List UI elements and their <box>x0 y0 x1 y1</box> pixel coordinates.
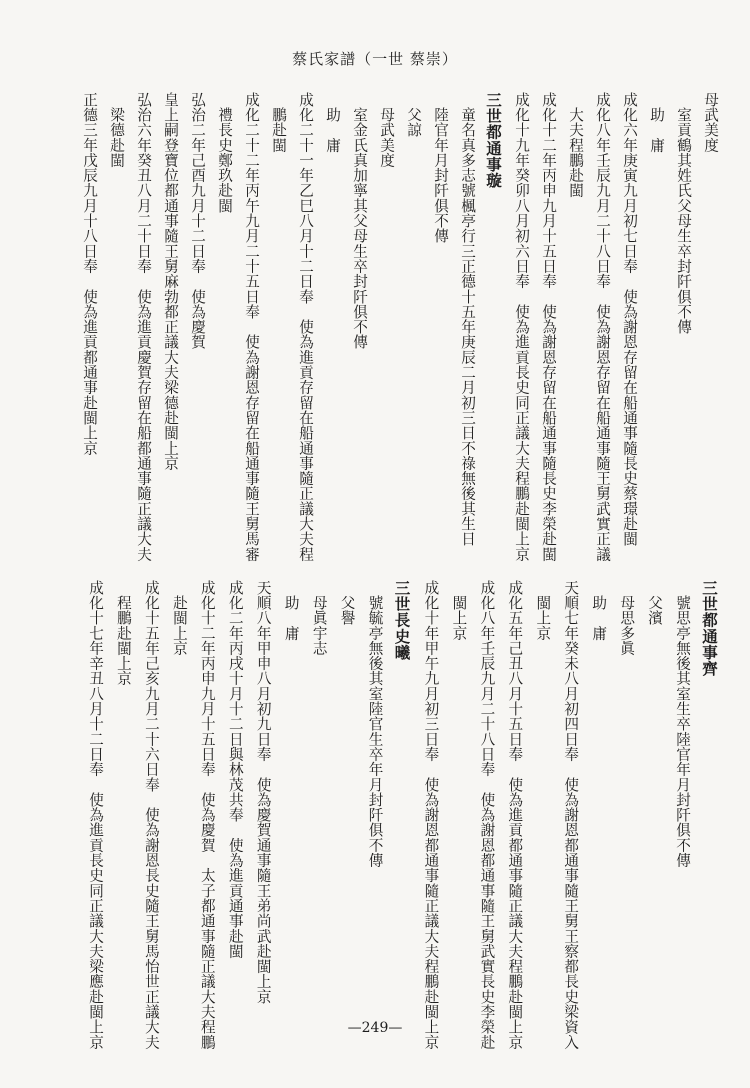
text-column: 母思多眞 <box>618 580 636 656</box>
genealogy-entry-heading: 三世長史曦 <box>392 580 412 661</box>
text-column: 閩上京 <box>534 580 552 641</box>
text-column: 室貢鶴其姓氏父母生卒封阡俱不傳 <box>675 92 692 335</box>
text-column: 母眞宇志 <box>310 580 328 656</box>
text-column: 程鵬赴閩上京 <box>114 580 132 687</box>
text-column: 號毓亭無後其室陸官生卒年月封阡俱不傳 <box>366 580 384 868</box>
text-column: 父諒 <box>405 92 422 138</box>
text-column: 號思亭無後其室生卒陸官年月封阡俱不傳 <box>674 580 692 868</box>
text-column: 童名真多志號楓亭行三正德十五年庚辰二月初三日不祿無後其生日 <box>459 92 476 547</box>
text-column: 助 庸 <box>324 92 341 153</box>
text-column: 助 庸 <box>648 92 665 153</box>
upper-text-block <box>80 92 717 572</box>
text-column: 母武美度 <box>702 92 719 153</box>
text-column: 父濱 <box>646 580 664 626</box>
text-column: 禮長史鄭玖赴閩 <box>216 92 233 214</box>
text-column: 大夫程鵬赴閩 <box>567 92 584 199</box>
text-column: 陸官年月封阡俱不傳 <box>432 92 449 244</box>
text-column: 父譽 <box>338 580 356 626</box>
text-column: 梁德赴閩 <box>108 92 125 168</box>
text-column: 成化十二年丙申九月十五日奉 使為慶賀 太子都通事隨正議大夫程鵬 <box>198 580 216 1050</box>
text-column: 助 庸 <box>590 580 608 641</box>
text-column: 成化二年丙戌十月十二日與林茂共奉 使為進貢通事赴閩 <box>226 580 244 959</box>
text-column: 母武美度 <box>378 92 395 168</box>
page-header: 蔡氏家譜（一世 蔡崇） <box>292 50 458 68</box>
genealogy-entry-heading: 三世都通事齊 <box>700 580 719 677</box>
text-column: 成化八年壬辰九月二十八日奉 使為謝恩都通事隨王舅武實長史李榮赴 <box>478 580 496 1050</box>
text-column: 天順八年甲申八月初九日奉 使為慶賀通事隨王弟尚武赴閩上京 <box>254 580 272 1005</box>
text-column: 皇上嗣登寶位都通事隨王舅麻勃都正議大夫梁德赴閩上京 <box>162 92 179 471</box>
text-column: 弘治二年己酉九月十二日奉 使為慶賀 <box>189 92 206 350</box>
text-column: 弘治六年癸丑八月二十日奉 使為進貢慶賀存留在船都通事隨正議大夫 <box>135 92 152 562</box>
text-column: 成化二十一年乙巳八月十二日奉 使為進貢存留在船通事隨正議大夫程 <box>297 92 314 562</box>
text-column: 成化十九年癸卯八月初六日奉 使為進貢長史同正議大夫程鵬赴閩上京 <box>513 92 530 562</box>
genealogy-entry-heading: 三世都通事璇 <box>484 92 503 189</box>
text-column: 成化二十二年丙午九月二十五日奉 使為謝恩存留在船通事隨王舅馬審 <box>243 92 260 562</box>
text-column: 正德三年戊辰九月十八日奉 使為進貢都通事赴閩上京 <box>81 92 98 456</box>
page-number: —249— <box>347 1020 403 1036</box>
text-column: 閩上京 <box>450 580 468 641</box>
text-column: 成化五年己丑八月十五日奉 使為進貢都通事隨正議大夫程鵬赴閩上京 <box>506 580 524 1050</box>
text-column: 成化十七年辛丑八月十二日奉 使為進貢長史同正議大夫梁應赴閩上京 <box>87 580 104 1050</box>
text-column: 赴閩上京 <box>170 580 188 656</box>
text-column: 成化八年壬辰九月二十八日奉 使為謝恩存留在船通事隨王舅武實正議 <box>594 92 611 562</box>
text-column: 成化十年甲午九月初三日奉 使為謝恩都通事隨正議大夫程鵬赴閩上京 <box>422 580 440 1050</box>
text-column: 室金氏真加寧其父母生卒封阡俱不傳 <box>351 92 368 350</box>
text-column: 鵬赴閩 <box>270 92 287 153</box>
text-column: 成化十二年丙申九月十五日奉 使為謝恩存留在船通事隨長史李榮赴閩 <box>540 92 557 562</box>
text-column: 成化十五年己亥九月二十六日奉 使為謝恩長史隨王舅馬怡世正議大夫 <box>142 580 160 1050</box>
text-column: 天順七年癸未八月初四日奉 使為謝恩都通事隨王舅王察都長史梁資入 <box>562 580 580 1050</box>
text-column: 成化六年庚寅九月初七日奉 使為謝恩存留在船通事隨長史蔡璟赴閩 <box>621 92 638 547</box>
text-column: 助 庸 <box>282 580 300 641</box>
